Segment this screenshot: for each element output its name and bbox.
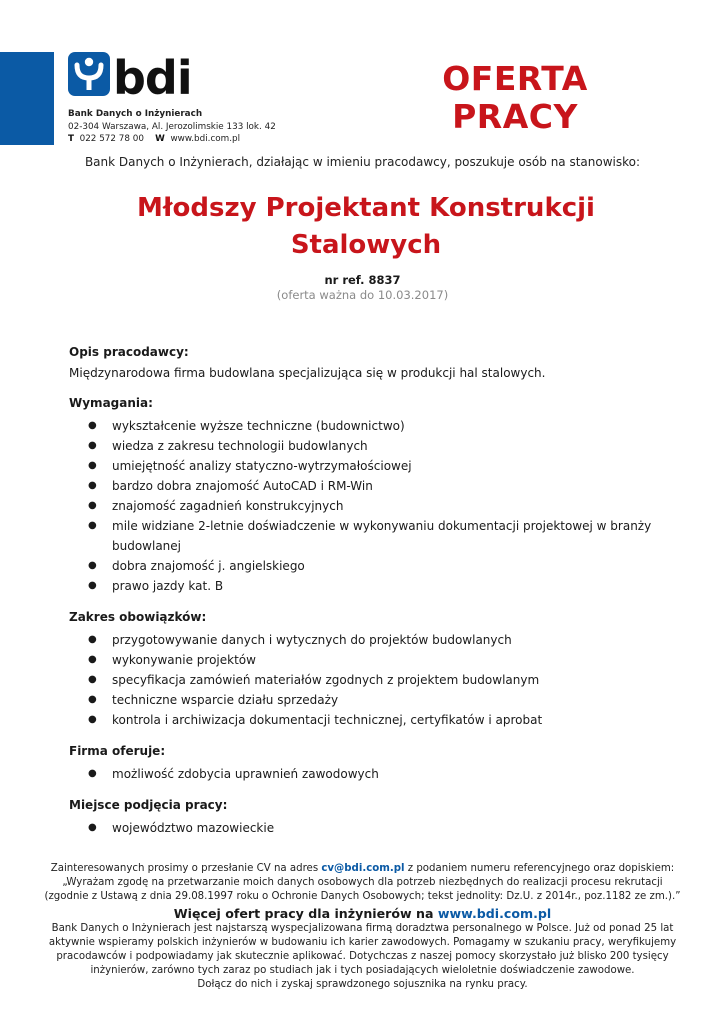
position-title-line1: Młodszy Projektant Konstrukcji: [137, 193, 595, 223]
list-item: [69, 690, 669, 710]
employer-heading: Opis pracodawcy:: [69, 345, 189, 359]
offers-heading: Firma oferuje:: [69, 744, 166, 758]
bullet-icon: ●: [88, 480, 97, 491]
offer-heading: [400, 60, 630, 136]
list-item: [69, 670, 669, 690]
offer-heading-line2: PRACY: [452, 97, 578, 136]
list-item-text: województwo mazowieckie: [112, 821, 275, 835]
about-company: Bank Danych o Inżynierach jest najstarszą wyspecjalizowana firmą doradztwa personalnego w Polsce. Już od ponad 25 lat aktywnie wspieramy polskich inżynierów w budowaniu ich karier zawodowych. Pomagamy w szukaniu pracy, weryfikujemy pracodawców i podpowiadamy jak skutecznie aplikować. Dotychczas z naszej pomocy skorzystało już blisko 200 tysięcy inżynierów, zarówno tych zaraz po studiach jak i tych posiadających wieloletnie doświadczenie zawodowe.: [48, 922, 677, 977]
bullet-icon: ●: [88, 822, 97, 833]
list-item: [69, 630, 669, 650]
offers-list: [69, 764, 669, 784]
company-website[interactable]: www.bdi.com.pl: [170, 134, 241, 145]
bullet-icon: ●: [88, 520, 97, 531]
list-item-text: specyfikacja zamówień materiałów zgodnych z projektem budowlanym: [112, 673, 540, 687]
duties-heading: Zakres obowiązków:: [69, 610, 207, 624]
bullet-icon: ●: [88, 714, 97, 725]
list-item-text: mile widziane 2-letnie doświadczenie w wykonywaniu dokumentacji projektowej w branży budowlanej: [112, 519, 652, 553]
list-item: [69, 818, 669, 838]
location-list: [69, 818, 669, 838]
closing-line: Dołącz do nich i zyskaj sprawdzonego sojusznika na rynku pracy.: [197, 979, 528, 991]
bullet-icon: ●: [88, 560, 97, 571]
list-item-text: umiejętność analizy statyczno-wytrzymałościowej: [112, 459, 412, 473]
bullet-icon: ●: [88, 634, 97, 645]
bdi-logo: [68, 50, 193, 98]
company-info: [68, 108, 276, 146]
list-item-text: wiedza z zakresu technologii budowlanych: [112, 439, 368, 453]
position-title: [60, 190, 672, 264]
list-item: [69, 576, 669, 596]
bullet-icon: ●: [88, 580, 97, 591]
list-item: [69, 710, 669, 730]
employer-description: Międzynarodowa firma budowlana specjalizująca się w produkcji hal stalowych.: [69, 366, 546, 380]
bullet-icon: ●: [88, 440, 97, 451]
list-item-text: bardzo dobra znajomość AutoCAD i RM-Win: [112, 479, 373, 493]
offer-validity: (oferta ważna do 10.03.2017): [276, 288, 449, 302]
list-item-text: znajomość zagadnień konstrukcyjnych: [112, 499, 344, 513]
bullet-icon: ●: [88, 768, 97, 779]
list-item: [69, 556, 669, 576]
more-offers: [40, 905, 685, 922]
list-item: [69, 416, 669, 436]
bdi-logo-mark: [68, 50, 193, 98]
apply-text-before: Zainteresowanych prosimy o przesłanie CV na adres: [50, 863, 322, 874]
offer-heading-line1: OFERTA: [442, 59, 588, 98]
list-item-text: możliwość zdobycia uprawnień zawodowych: [112, 767, 379, 781]
more-offers-link[interactable]: www.bdi.com.pl: [437, 905, 552, 921]
bullet-icon: ●: [88, 694, 97, 705]
bullet-icon: ●: [88, 654, 97, 665]
list-item: [69, 764, 669, 784]
list-item: [69, 476, 669, 496]
list-item: [69, 456, 669, 476]
list-item: [69, 496, 669, 516]
duties-list: [69, 630, 669, 730]
intro-text: Bank Danych o Inżynierach, działając w imieniu pracodawcy, poszukuje osób na stanowisko:: [84, 155, 641, 169]
location-heading: Miejsce podjęcia pracy:: [69, 798, 228, 812]
more-offers-text: Więcej ofert pracy dla inżynierów na: [173, 905, 438, 921]
list-item-text: dobra znajomość j. angielskiego: [112, 559, 305, 573]
list-item-text: przygotowywanie danych i wytycznych do projektów budowlanych: [112, 633, 512, 647]
requirements-heading: Wymagania:: [69, 396, 153, 410]
footer: [40, 862, 685, 993]
consent-clause: „Wyrażam zgodę na przetwarzanie moich danych osobowych dla potrzeb niezbędnych do realizacji procesu rekrutacji (zgodnie z Ustawą z dnia 29.08.1997 roku o Ochronie Danych Osobowych; tekst jednolity: Dz.U. z 2014r., poz.1182 ze zm.).”: [44, 877, 681, 903]
web-label: W: [155, 134, 165, 145]
company-phone: 022 572 78 00: [79, 134, 144, 145]
list-item: [69, 436, 669, 456]
company-address: 02-304 Warszawa, Al. Jerozolimskie 133 lok. 42: [68, 121, 276, 132]
list-item-text: wykształcenie wyższe techniczne (budownictwo): [112, 419, 405, 433]
requirements-list: [69, 416, 669, 596]
list-item-text: prawo jazdy kat. B: [112, 579, 224, 593]
brand-color-bar: [0, 52, 54, 145]
apply-text-after: z podaniem numeru referencyjnego oraz dopiskiem:: [404, 863, 675, 874]
position-title-line2: Stalowych: [290, 230, 442, 260]
logo-text: bdi: [113, 51, 192, 98]
list-item-text: techniczne wsparcie działu sprzedaży: [112, 693, 339, 707]
apply-email-link[interactable]: cv@bdi.com.pl: [321, 863, 405, 874]
bullet-icon: ●: [88, 420, 97, 431]
apply-instructions: [40, 862, 685, 876]
offer-content: [69, 344, 669, 851]
company-contact: [68, 133, 276, 146]
bullet-icon: ●: [88, 500, 97, 511]
bullet-icon: ●: [88, 460, 97, 471]
phone-label: T: [68, 134, 75, 145]
list-item-text: wykonywanie projektów: [112, 653, 256, 667]
list-item: [69, 516, 669, 556]
list-item: [69, 650, 669, 670]
reference-number: nr ref. 8837: [324, 273, 401, 287]
company-name: Bank Danych o Inżynierach: [68, 109, 203, 119]
bullet-icon: ●: [88, 674, 97, 685]
list-item-text: kontrola i archiwizacja dokumentacji technicznej, certyfikatów i aprobat: [112, 713, 543, 727]
